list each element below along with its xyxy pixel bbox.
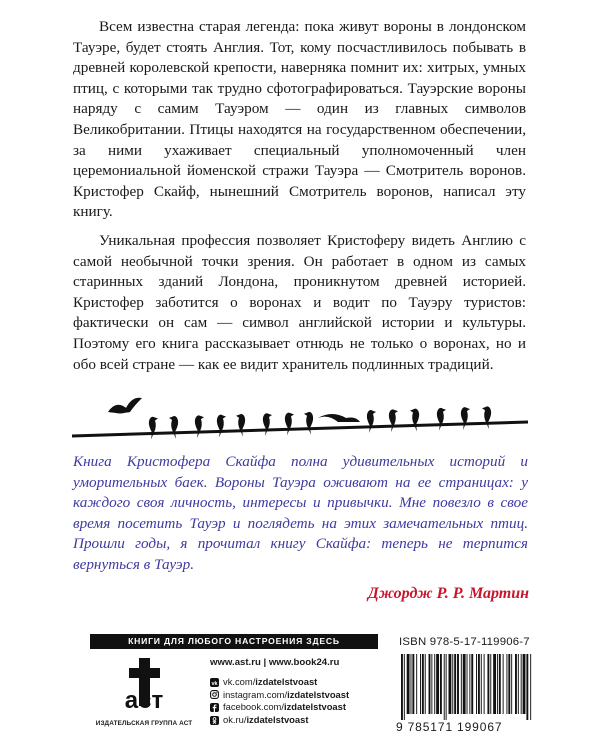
barcode-bar: [463, 654, 466, 714]
perched-raven-icon: [437, 408, 446, 431]
social-link-vk[interactable]: [210, 676, 349, 689]
ravens-on-wire-illustration: [70, 392, 530, 444]
perched-raven-icon: [367, 410, 376, 433]
description-paragraph-2: Уникальная профессия позволяет Кристоферу видеть Англию с самой необычной точки зрения. Он работает в одном из самых старинных зданий Лондона, проникнутом древней историей. Кристофер заботится о воронах и водит по Тауэру туристов: фактически он сам — символ английской истории и культуры. Поэтому его книга рассказывает отнюдь не только о воронах, но и обо всей стране — как ее видит хранитель подлинных традиций.: [73, 231, 526, 373]
logo-lettering: аст: [124, 687, 164, 714]
social-link-instagram[interactable]: [210, 689, 349, 702]
perched-raven-icon: [236, 414, 245, 437]
barcode-bar: [444, 654, 445, 720]
isbn-number: ISBN 978-5-17-119906-7: [399, 636, 530, 648]
barcode-bar: [452, 654, 453, 714]
social-handle: izdatelstvoast: [287, 688, 350, 700]
barcode-bar: [487, 654, 489, 714]
barcode-bar: [526, 654, 528, 720]
perched-raven-icon: [285, 413, 294, 436]
barcode-digit-group: 9: [396, 720, 404, 734]
perched-raven-icon: [149, 417, 158, 440]
facebook-icon: [210, 703, 219, 712]
social-link-facebook[interactable]: [210, 701, 349, 714]
barcode-bar: [454, 654, 456, 714]
description-paragraph-1: Всем известна старая легенда: пока живут вороны в лондонском Тауэре, будет стоять Англия. Тот, кому посчастливилось побывать в древней королевской крепости, наверняка помнит их: хитрых, умных птиц, с которыми так трудно сфотографироваться. Тауэрские вороны наряду с самим Тауэром — один из главных символов Великобритании. Птицы находятся на государственном обеспечении, за ними ухаживает специальный уполномоченный член церемониальной йоменской стражи Тауэра — Смотритель воронов. Кристофер Скайф, нынешний Смотритель воронов, написал эту книгу.: [73, 18, 526, 221]
perched-raven-icon: [304, 412, 313, 435]
quote-text: Книга Кристофера Скайфа полна удивительных историй и уморительных баек. Вороны Тауэра оживают на ее страницах: у каждого своя личность, интересы и привычки. Мне повезло в свое время посетить Тауэр и поглядеть на этих замечательных птиц. Прошли годы, я прочитал книгу Скайфа: теперь не терпится вернуться в Тауэр.: [73, 453, 528, 573]
perched-raven-icon: [389, 409, 398, 432]
publisher-logo: [90, 656, 198, 727]
social-handle: izdatelstvoast: [283, 701, 346, 713]
barcode-bar: [530, 654, 531, 720]
barcode-bar: [440, 654, 442, 714]
book-description: [73, 17, 526, 383]
barcode-bar: [401, 654, 403, 720]
social-handle: izdatelstvoast: [246, 713, 309, 725]
instagram-icon: [210, 690, 219, 699]
barcode-bar: [490, 654, 491, 714]
social-prefix: vk.com/: [223, 676, 256, 687]
barcode-bar: [411, 654, 412, 714]
barcode-bar: [471, 654, 473, 714]
barcode-bar: [499, 654, 501, 714]
publisher-name: ИЗДАТЕЛЬСКАЯ ГРУППА АСТ: [95, 720, 193, 727]
publisher-websites[interactable]: www.ast.ru | www.book24.ru: [210, 657, 340, 668]
perched-raven-icon: [461, 407, 470, 430]
barcode-bar: [436, 654, 439, 714]
ast-logo-icon: [109, 656, 179, 718]
vk-icon: [210, 678, 219, 687]
barcode-bar: [484, 654, 485, 714]
barcode-digits: [396, 720, 536, 734]
social-prefix: instagram.com/: [223, 688, 288, 700]
barcode-bar: [476, 654, 477, 714]
barcode-bar: [407, 654, 410, 714]
social-prefix: facebook.com/: [223, 701, 284, 713]
barcode-digit-group: 199067: [457, 720, 503, 734]
barcode-bar: [497, 654, 498, 714]
perched-raven-icon: [195, 415, 204, 438]
social-links: [210, 676, 349, 726]
odnoklassniki-icon: [210, 716, 219, 725]
barcode-bar: [493, 654, 496, 714]
barcode-bar: [503, 654, 504, 714]
perched-raven-icon: [217, 415, 226, 438]
barcode-bar: [521, 654, 522, 714]
social-prefix: ok.ru/: [223, 713, 247, 725]
barcode-bar: [469, 654, 470, 714]
social-link-odnoklassniki[interactable]: [210, 714, 349, 727]
landing-raven-icon: [318, 414, 360, 422]
barcode-bar: [478, 654, 480, 714]
barcode-bar: [518, 654, 519, 714]
barcode: [399, 654, 533, 720]
perched-raven-icon: [410, 409, 419, 432]
barcode-bar: [461, 654, 462, 714]
barcode-bar: [446, 654, 447, 720]
barcode-bar: [404, 654, 405, 720]
perched-raven-icon: [169, 416, 178, 439]
perched-raven-icon: [482, 406, 491, 429]
footer-banner: КНИГИ ДЛЯ ЛЮБОГО НАСТРОЕНИЯ ЗДЕСЬ: [90, 634, 378, 649]
barcode-bar: [422, 654, 424, 714]
barcode-bar: [467, 654, 468, 714]
barcode-bar: [515, 654, 517, 714]
barcode-bar: [508, 654, 510, 714]
barcode-bar: [429, 654, 431, 714]
barcode-digit-group: 785171: [407, 720, 454, 734]
perched-raven-icon: [263, 413, 272, 436]
barcode-bar: [457, 654, 459, 714]
barcode-bar: [523, 654, 526, 714]
barcode-bar: [416, 654, 417, 714]
social-handle: izdatelstvoast: [255, 676, 318, 687]
barcode-bar: [449, 654, 452, 714]
barcode-bar: [425, 654, 426, 714]
quote-author: Джордж Р. Р. Мартин: [367, 585, 529, 602]
barcode-bar: [412, 654, 414, 714]
barcode-bar: [434, 654, 435, 714]
barcode-bar: [511, 654, 512, 714]
barcode-bar: [420, 654, 421, 714]
barcode-bar: [481, 654, 482, 714]
svg-text:vk: vk: [211, 680, 218, 687]
flying-raven-icon: [108, 398, 142, 414]
barcode-bar: [506, 654, 507, 714]
barcode-bar: [431, 654, 432, 714]
